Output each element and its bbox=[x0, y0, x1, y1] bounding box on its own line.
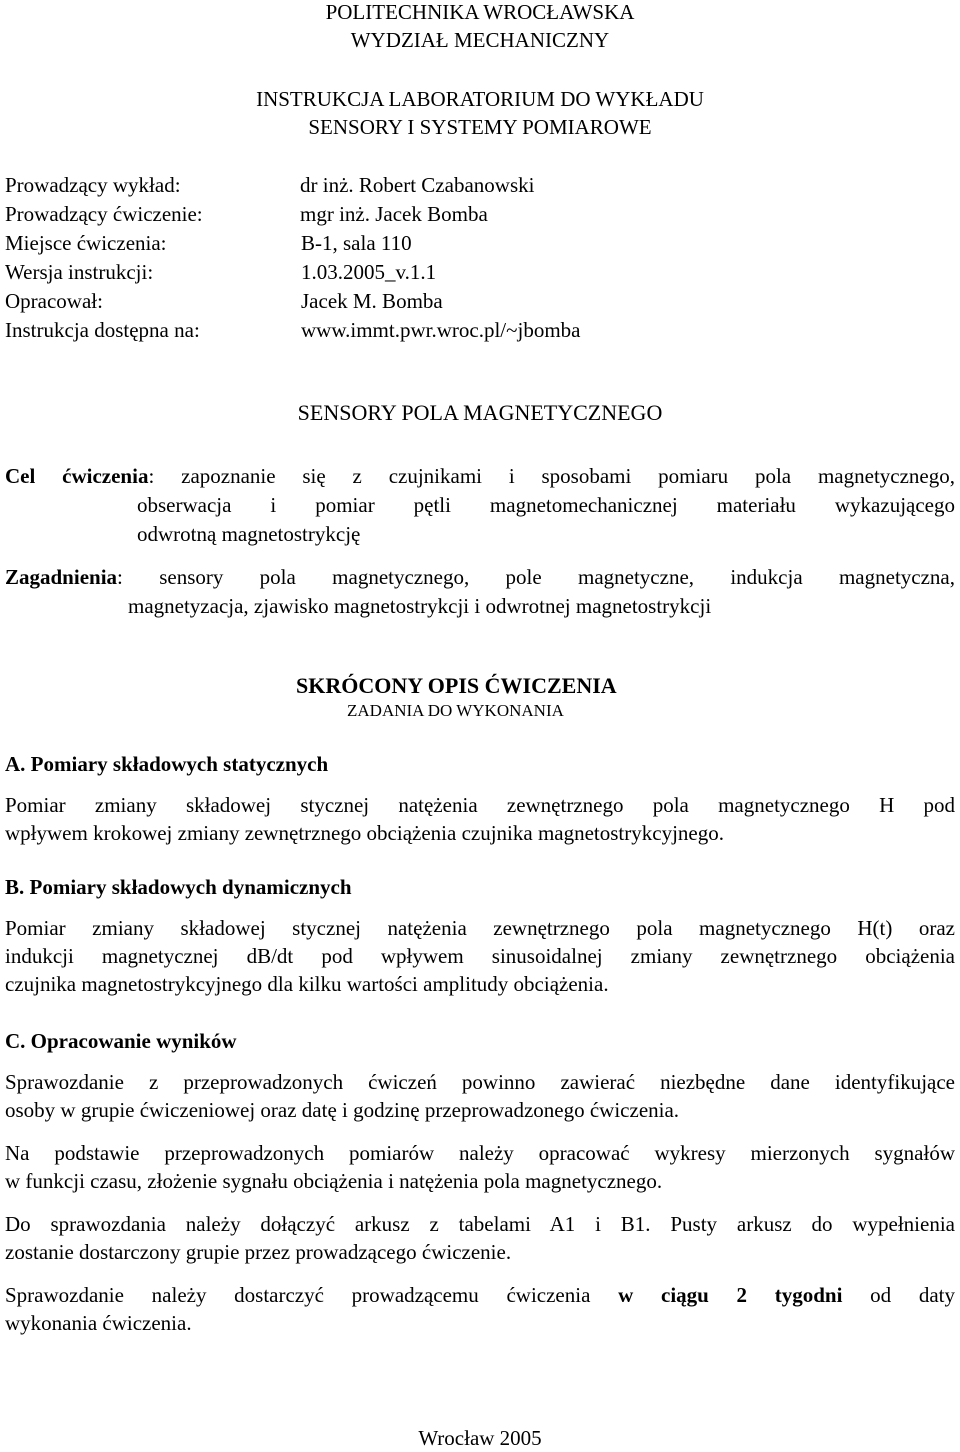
section-c-p4-text-a: Sprawozdanie należy dostarczyć prowadzącemu ćwiczenia bbox=[5, 1283, 591, 1307]
info-value-lecturer: dr inż. Robert Czabanowski bbox=[300, 173, 535, 197]
section-b-text bbox=[5, 914, 955, 998]
section-c-p4-line-2: wykonania ćwiczenia. bbox=[5, 1311, 192, 1335]
goal-text-1: : zapoznanie się z czujnikami i sposobami pomiaru pola magnetycznego, bbox=[148, 464, 955, 488]
info-label-lecturer: Prowadzący wykład: bbox=[5, 173, 181, 197]
info-label-location: Miejsce ćwiczenia: bbox=[5, 231, 167, 255]
section-c-p4-line-1 bbox=[5, 1281, 955, 1309]
info-label-url: Instrukcja dostępna na: bbox=[5, 318, 200, 342]
section-c-p4-text-c: od daty bbox=[870, 1283, 956, 1307]
faculty-name: WYDZIAŁ MECHANICZNY bbox=[350, 28, 610, 52]
section-a-text bbox=[5, 791, 955, 847]
info-value-url[interactable]: www.immt.pwr.wroc.pl/~jbomba bbox=[301, 318, 581, 342]
section-c-paragraph-4 bbox=[5, 1281, 955, 1337]
section-a-line-2: wpływem krokowej zmiany zewnętrznego obciążenia czujnika magnetostrykcyjnego. bbox=[5, 821, 724, 845]
section-b-line-1: Pomiar zmiany składowej stycznej natężenia zewnętrznego pola magnetycznego H(t) oraz bbox=[5, 916, 955, 940]
document-type: INSTRUKCJA LABORATORIUM DO WYKŁADU bbox=[256, 87, 704, 111]
section-c-p3-line-1: Do sprawozdania należy dołączyć arkusz z tabelami A1 i B1. Pusty arkusz do wypełnienia bbox=[5, 1212, 955, 1236]
section-c-heading: C. Opracowanie wyników bbox=[5, 1029, 237, 1053]
section-b-line-2: indukcji magnetycznej dB/dt pod wpływem sinusoidalnej zmiany zewnętrznego obciążenia bbox=[5, 944, 955, 968]
summary-title: SKRÓCONY OPIS ĆWICZENIA bbox=[296, 673, 617, 698]
goal-label: Cel ćwiczenia bbox=[5, 464, 149, 488]
topics-line-1 bbox=[5, 567, 955, 588]
section-c-p2-line-1: Na podstawie przeprowadzonych pomiarów należy opracować wykresy mierzonych sygnałów bbox=[5, 1141, 955, 1165]
section-c-p1-line-1: Sprawozdanie z przeprowadzonych ćwiczeń powinno zawierać niezbędne dane identyfikujące bbox=[5, 1070, 955, 1094]
info-value-instructor: mgr inż. Jacek Bomba bbox=[300, 202, 488, 226]
section-c-p3-line-2: zostanie dostarczony grupie przez prowadzącego ćwiczenie. bbox=[5, 1240, 512, 1264]
goal-line-2: obserwacja i pomiar pętli magnetomechanicznej materiału wykazującego bbox=[137, 493, 955, 517]
goal-line-3: odwrotną magnetostrykcję bbox=[137, 522, 361, 546]
topics-text-1: : sensory pola magnetycznego, pole magnetyczne, indukcja magnetyczna, bbox=[117, 565, 955, 589]
info-value-version: 1.03.2005_v.1.1 bbox=[301, 260, 437, 284]
info-value-author: Jacek M. Bomba bbox=[301, 289, 443, 313]
course-name: SENSORY I SYSTEMY POMIAROWE bbox=[308, 115, 652, 139]
section-c-p1-line-2: osoby w grupie ćwiczeniowej oraz datę i godzinę przeprowadzonego ćwiczenia. bbox=[5, 1098, 680, 1122]
section-a-heading: A. Pomiary składowych statycznych bbox=[5, 752, 329, 776]
footer-place-date: Wrocław 2005 bbox=[418, 1426, 542, 1450]
section-b-line-3: czujnika magnetostrykcyjnego dla kilku wartości amplitudy obciążenia. bbox=[5, 972, 609, 996]
topics-line-2: magnetyzacja, zjawisko magnetostrykcji i odwrotnej magnetostrykcji bbox=[128, 594, 712, 618]
section-c-p4-deadline: w ciągu 2 tygodni bbox=[618, 1283, 843, 1307]
summary-subtitle: ZADANIA DO WYKONANIA bbox=[347, 701, 564, 720]
info-value-location: B-1, sala 110 bbox=[301, 231, 412, 255]
university-name: POLITECHNIKA WROCŁAWSKA bbox=[325, 0, 635, 24]
topics-label: Zagadnienia bbox=[5, 565, 118, 589]
section-c-paragraph-1 bbox=[5, 1068, 955, 1124]
info-label-author: Opracował: bbox=[5, 289, 103, 313]
section-c-paragraph-3 bbox=[5, 1210, 955, 1266]
info-label-instructor: Prowadzący ćwiczenie: bbox=[5, 202, 203, 226]
section-c-paragraph-2 bbox=[5, 1139, 955, 1195]
section-c-p2-line-2: w funkcji czasu, złożenie sygnału obciążenia i natężenia pola magnetycznego. bbox=[5, 1169, 663, 1193]
goal-line-1 bbox=[5, 466, 955, 487]
section-a-line-1: Pomiar zmiany składowej stycznej natężenia zewnętrznego pola magnetycznego H pod bbox=[5, 793, 955, 817]
document-title: SENSORY POLA MAGNETYCZNEGO bbox=[297, 400, 663, 425]
info-label-version: Wersja instrukcji: bbox=[5, 260, 154, 284]
section-b-heading: B. Pomiary składowych dynamicznych bbox=[5, 875, 352, 899]
